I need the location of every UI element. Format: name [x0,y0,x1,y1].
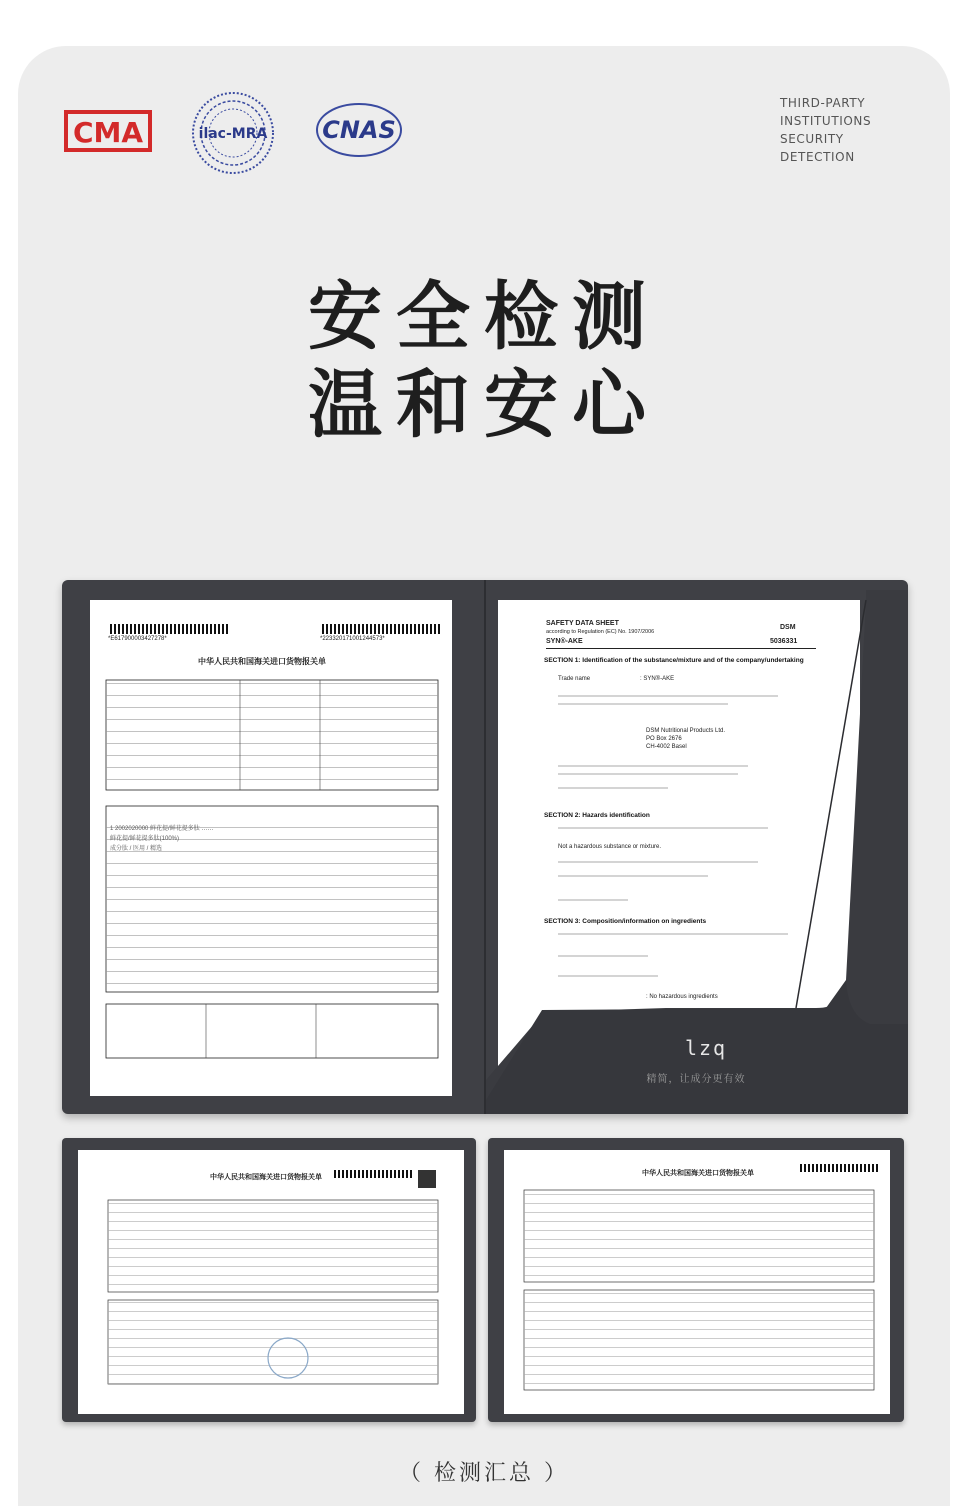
folder-pocket [486,580,908,1114]
sds-title: SAFETY DATA SHEET [546,620,619,627]
cma-logo [58,106,158,156]
dsm-brand: DSM [780,624,796,631]
thumbnail-title: 中华人民共和国海关进口货物报关单 [642,1170,754,1177]
institutions-line: INSTITUTIONS [780,114,872,128]
sds-section-1: SECTION 1: Identification of the substance/mixture and of the company/undertaking [544,657,804,664]
ilac-mra-logo [190,90,276,176]
institutions-label [780,94,871,166]
svg-text:ilac-MRA: ilac-MRA [198,126,268,142]
company-line: PO Box 2676 [646,736,682,742]
remarks-value: : No hazardous ingredients [646,994,718,1000]
sds-product: SYN®-AKE [546,638,583,645]
cnas-logo [314,100,404,160]
headline-line-1: 安全检测 [308,274,660,360]
customs-declaration-document [90,600,452,1096]
barcode-number-right: *223320171001244573* [320,636,385,642]
company-line: CH-4002 Basel [646,744,687,750]
trade-name-value: : SYN®-AKE [640,676,675,682]
document-title: 中华人民共和国海关进口货物报关单 [198,657,326,666]
sds-subtitle: according to Regulation (EC) No. 1907/2006 [546,629,655,635]
pocket-slogan: 精简，让成分更有效 [646,1074,746,1085]
sds-section-3: SECTION 3: Composition/information on ingredients [544,918,707,925]
barcode-number-left: *E617900003427278* [108,636,167,642]
thumbnail-form-lines [504,1150,890,1414]
svg-text:成分肽 / 医用 / 精选: 成分肽 / 医用 / 精选 [110,846,163,852]
customs-declaration-thumbnail-right [504,1150,890,1414]
hazard-note: Not a hazardous substance or mixture. [558,844,662,850]
customs-declaration-thumbnail-left [78,1150,464,1414]
folder-spine [484,580,486,1114]
thumbnail-form-lines [78,1150,464,1414]
svg-text:CMA: CMA [72,116,144,149]
institutions-line: DETECTION [780,150,855,164]
sds-section-2: SECTION 2: Hazards identification [544,812,650,819]
institutions-line: SECURITY [780,132,844,146]
summary-caption: （ 检测汇总 ） [399,1461,569,1486]
institutions-line: THIRD-PARTY [780,96,866,110]
svg-text:CNAS: CNAS [322,116,396,144]
pocket-brand: lzq [684,1036,728,1060]
thumbnail-title: 中华人民共和国海关进口货物报关单 [210,1174,322,1181]
svg-text:1 2002020000 鲜花提/鲜花提多肽 ……: 1 2002020000 鲜花提/鲜花提多肽 …… [110,826,214,832]
document-form-lines [90,600,452,1096]
trade-name-label: Trade name [558,676,591,682]
headline-line-2: 温和安心 [308,362,660,448]
sds-doc-number: 5036331 [770,638,798,645]
svg-text:鲜花提/鲜花提多肽(100%): 鲜花提/鲜花提多肽(100%) [110,836,180,842]
company-line: DSM Nutritional Products Ltd. [646,728,726,734]
